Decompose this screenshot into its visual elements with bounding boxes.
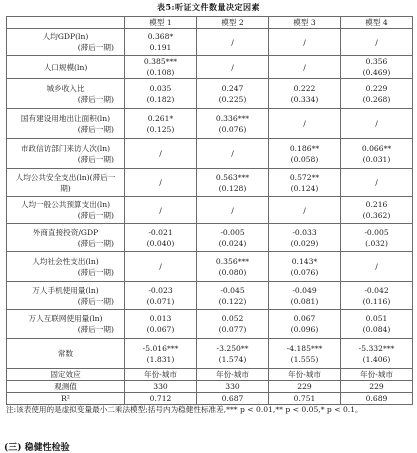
variable-name: 人口规模(ln) bbox=[43, 62, 88, 72]
coefficient: / bbox=[231, 149, 234, 158]
header-corner bbox=[7, 17, 125, 29]
variable-name: 市政信访部门来访人次(ln) bbox=[20, 143, 111, 153]
coefficient: 229 bbox=[297, 382, 312, 391]
coefficient: 0.066** bbox=[361, 143, 392, 153]
variable-name: 人均GDP(ln) bbox=[42, 32, 89, 41]
coefficient: 229 bbox=[369, 382, 384, 391]
header-model: 模型 4 bbox=[341, 17, 413, 29]
std-error: (0.024) bbox=[218, 238, 247, 248]
table-cell bbox=[197, 393, 269, 405]
coefficient: 0.051 bbox=[365, 314, 388, 323]
std-error: (1.574) bbox=[218, 354, 247, 364]
coefficient: 330 bbox=[153, 382, 168, 391]
table-row bbox=[7, 282, 413, 310]
coefficient: 0.751 bbox=[293, 394, 316, 403]
table-cell bbox=[341, 197, 413, 224]
row-label bbox=[7, 393, 125, 405]
table-cell bbox=[269, 29, 341, 56]
row-label bbox=[7, 310, 125, 339]
table-cell bbox=[197, 252, 269, 282]
row-label bbox=[7, 79, 125, 109]
table-cell bbox=[125, 197, 197, 224]
table-cell bbox=[125, 252, 197, 282]
table-row bbox=[7, 79, 413, 109]
coefficient: 0.563*** bbox=[215, 172, 250, 182]
coefficient: / bbox=[159, 149, 162, 158]
table-row bbox=[7, 224, 413, 252]
std-error: (0.058) bbox=[290, 154, 319, 164]
variable-name: 城乡收入比 bbox=[46, 83, 85, 93]
table-title: 表5:听证文件数量决定因素 bbox=[156, 2, 261, 12]
lag-note: (滞后一期) bbox=[77, 94, 114, 104]
table-cell bbox=[125, 56, 197, 79]
table-row bbox=[7, 169, 413, 197]
coefficient: 0.052 bbox=[221, 314, 244, 323]
lag-note: (滞后一期) bbox=[77, 211, 114, 220]
coefficient: -3.250** bbox=[216, 343, 249, 353]
table-cell bbox=[269, 79, 341, 109]
row-label bbox=[7, 369, 125, 381]
lag-note: (滞后一期) bbox=[77, 296, 114, 306]
variable-name: 外商直接投资/GDP bbox=[32, 227, 99, 237]
coefficient: 0.368* bbox=[147, 32, 174, 41]
variable-name: 人均社会性支出(ln) bbox=[32, 256, 99, 266]
coefficient: 0.356 bbox=[365, 57, 388, 66]
lag-note: (滞后一期) bbox=[77, 238, 114, 248]
coefficient: 0.689 bbox=[365, 394, 388, 403]
row-label bbox=[7, 282, 125, 310]
table-row bbox=[7, 339, 413, 369]
table-row bbox=[7, 109, 413, 139]
coefficient: 0.067 bbox=[293, 314, 316, 323]
table-cell bbox=[269, 252, 341, 282]
table-cell bbox=[125, 109, 197, 139]
table-cell bbox=[341, 109, 413, 139]
coefficient: / bbox=[303, 205, 306, 215]
table-cell bbox=[125, 282, 197, 310]
coefficient: 0.222 bbox=[293, 83, 316, 93]
coefficient: / bbox=[303, 119, 306, 128]
coefficient: -0.023 bbox=[148, 285, 173, 295]
table-cell bbox=[269, 393, 341, 405]
row-label bbox=[7, 169, 125, 197]
coefficient: 330 bbox=[225, 382, 240, 391]
table-cell bbox=[341, 224, 413, 252]
table-cell bbox=[197, 381, 269, 393]
table-cell bbox=[269, 197, 341, 224]
coefficient: -0.005 bbox=[364, 227, 389, 237]
table-cell bbox=[341, 282, 413, 310]
table-cell bbox=[341, 393, 413, 405]
coefficient: 0.247 bbox=[221, 83, 244, 93]
std-error: (0.076) bbox=[290, 267, 319, 277]
coefficient: -0.042 bbox=[364, 285, 389, 295]
table-cell bbox=[341, 79, 413, 109]
table-cell bbox=[341, 169, 413, 197]
std-error: (0.040) bbox=[146, 238, 175, 248]
table-cell bbox=[125, 339, 197, 369]
table-cell bbox=[269, 224, 341, 252]
variable-name: 国有建设用地出让面积(ln) bbox=[20, 113, 111, 123]
variable-name: 固定效应 bbox=[50, 370, 81, 379]
table-cell bbox=[197, 29, 269, 56]
table-cell bbox=[341, 381, 413, 393]
table-cell bbox=[197, 339, 269, 369]
table-cell bbox=[125, 79, 197, 109]
coefficient: -0.049 bbox=[292, 285, 317, 295]
table-cell bbox=[269, 139, 341, 169]
std-error: (0.469) bbox=[362, 68, 391, 77]
variable-name: 万人互联网使用量(ln) bbox=[28, 314, 103, 323]
header-model: 模型 1 bbox=[125, 17, 197, 29]
coefficient: / bbox=[231, 37, 234, 47]
variable-name: R² bbox=[61, 394, 70, 403]
variable-name: 观测值 bbox=[54, 382, 77, 391]
std-error: (0.076) bbox=[218, 124, 247, 134]
lag-note: (滞后一期) bbox=[77, 267, 114, 277]
coefficient: 0.385*** bbox=[143, 57, 178, 66]
lag-note: (滞后一期) bbox=[77, 154, 114, 164]
section-heading: (三) 稳健性检验 bbox=[4, 443, 70, 453]
table-cell bbox=[341, 252, 413, 282]
table-cell bbox=[341, 29, 413, 56]
table-cell bbox=[125, 139, 197, 169]
variable-name: 万人手机使用量(ln) bbox=[32, 285, 99, 295]
table-cell bbox=[269, 381, 341, 393]
table-row bbox=[7, 252, 413, 282]
regression-table bbox=[6, 16, 413, 405]
std-error: (0.077) bbox=[218, 325, 247, 334]
table-row bbox=[7, 29, 413, 56]
std-error: (0.125) bbox=[146, 124, 175, 134]
coefficient: 0.143* bbox=[291, 256, 318, 266]
std-error: (0.182) bbox=[146, 94, 175, 104]
row-label bbox=[7, 29, 125, 56]
table-cell bbox=[125, 169, 197, 197]
table-cell bbox=[197, 139, 269, 169]
table-cell bbox=[269, 56, 341, 79]
std-error: (0.362) bbox=[362, 211, 391, 220]
coefficient: -0.033 bbox=[292, 227, 317, 237]
table-cell bbox=[341, 56, 413, 79]
std-error: (0.084) bbox=[362, 325, 391, 334]
table-cell bbox=[341, 310, 413, 339]
row-label bbox=[7, 224, 125, 252]
table-cell bbox=[341, 139, 413, 169]
coefficient: -5.016*** bbox=[142, 343, 179, 353]
coefficient: 0.687 bbox=[221, 394, 244, 403]
coefficient: / bbox=[375, 37, 378, 47]
std-error: (0.080) bbox=[218, 267, 247, 277]
coefficient: / bbox=[375, 178, 378, 187]
coefficient: / bbox=[303, 37, 306, 47]
row-label bbox=[7, 197, 125, 224]
std-error: (0.116) bbox=[362, 296, 391, 306]
std-error: (0.031) bbox=[362, 154, 391, 164]
coefficient: / bbox=[159, 205, 162, 215]
table-row bbox=[7, 139, 413, 169]
table-cell bbox=[269, 310, 341, 339]
header-model: 模型 2 bbox=[197, 17, 269, 29]
coefficient: -0.021 bbox=[148, 227, 173, 237]
coefficient: / bbox=[159, 262, 162, 271]
table-cell bbox=[341, 339, 413, 369]
std-error: (1.555) bbox=[290, 354, 319, 364]
coefficient: 0.186** bbox=[289, 143, 320, 153]
table-cell bbox=[197, 310, 269, 339]
variable-name: 常数 bbox=[57, 349, 74, 358]
coefficient: 0.261* bbox=[147, 113, 174, 123]
row-label bbox=[7, 139, 125, 169]
table-cell bbox=[269, 282, 341, 310]
std-error: (.032) bbox=[365, 238, 388, 248]
std-error: (0.225) bbox=[218, 94, 247, 104]
table-cell bbox=[269, 109, 341, 139]
table-cell bbox=[125, 224, 197, 252]
table-cell bbox=[125, 29, 197, 56]
std-error: (0.096) bbox=[290, 325, 319, 334]
table-cell bbox=[197, 79, 269, 109]
std-error: (0.108) bbox=[146, 68, 175, 77]
table-cell bbox=[125, 393, 197, 405]
coefficient: 年份-城市 bbox=[216, 370, 249, 379]
std-error: (0.122) bbox=[218, 296, 247, 306]
coefficient: 0.216 bbox=[365, 200, 388, 209]
coefficient: 年份-城市 bbox=[144, 370, 177, 379]
header-model: 模型 3 bbox=[269, 17, 341, 29]
coefficient: 0.013 bbox=[149, 314, 172, 323]
std-error: (1.406) bbox=[362, 354, 391, 364]
table-cell bbox=[125, 381, 197, 393]
table-cell bbox=[125, 369, 197, 381]
lag-note: (滞后一期) bbox=[77, 325, 114, 334]
table-note: 注:该表使用的是虚拟变量最小二乘法模型;括号内为稳健性标准差,*** p < 0.01,** p < 0.05,* p < 0.1。 bbox=[6, 405, 363, 414]
row-label bbox=[7, 381, 125, 393]
table-cell bbox=[269, 339, 341, 369]
table-row bbox=[7, 393, 413, 405]
coefficient: -0.045 bbox=[220, 285, 245, 295]
table-cell bbox=[269, 369, 341, 381]
variable-name: 人均公共安全支出(ln)(滞后一期) bbox=[15, 172, 116, 193]
coefficient: / bbox=[375, 119, 378, 128]
std-error: (0.128) bbox=[218, 183, 247, 193]
std-error: (0.124) bbox=[290, 183, 319, 193]
table-row bbox=[7, 56, 413, 79]
std-error: (0.334) bbox=[290, 94, 319, 104]
table-cell bbox=[197, 109, 269, 139]
coefficient: / bbox=[303, 62, 306, 72]
table-cell bbox=[197, 169, 269, 197]
row-label bbox=[7, 339, 125, 369]
table-row bbox=[7, 310, 413, 339]
table-header-row bbox=[7, 17, 413, 29]
table-cell bbox=[341, 369, 413, 381]
coefficient: 0.229 bbox=[365, 83, 388, 93]
table-cell bbox=[197, 282, 269, 310]
table-cell bbox=[197, 56, 269, 79]
std-error: (0.067) bbox=[146, 325, 175, 334]
table-row bbox=[7, 197, 413, 224]
row-label bbox=[7, 56, 125, 79]
coefficient: 0.035 bbox=[149, 83, 172, 93]
coefficient: -5.332*** bbox=[358, 343, 395, 353]
std-error: (0.268) bbox=[362, 94, 391, 104]
std-error: 0.191 bbox=[149, 43, 172, 52]
lag-note: (滞后一期) bbox=[77, 124, 114, 134]
table-row bbox=[7, 369, 413, 381]
lag-note: (滞后一期) bbox=[77, 43, 114, 52]
coefficient: / bbox=[231, 205, 234, 215]
coefficient: 年份-城市 bbox=[360, 370, 393, 379]
coefficient: 0.572** bbox=[289, 172, 320, 182]
variable-name: 人均一般公共预算支出(ln) bbox=[20, 200, 111, 209]
coefficient: 0.356*** bbox=[215, 256, 250, 266]
coefficient: / bbox=[159, 178, 162, 187]
table-cell bbox=[125, 310, 197, 339]
std-error: (0.081) bbox=[290, 296, 319, 306]
coefficient: 0.336*** bbox=[215, 113, 250, 123]
table-cell bbox=[269, 169, 341, 197]
row-label bbox=[7, 252, 125, 282]
table-cell bbox=[197, 224, 269, 252]
coefficient: / bbox=[375, 262, 378, 271]
std-error: (0.029) bbox=[290, 238, 319, 248]
coefficient: / bbox=[231, 62, 234, 72]
coefficient: 0.712 bbox=[149, 394, 172, 403]
coefficient: 年份-城市 bbox=[288, 370, 321, 379]
table-row bbox=[7, 381, 413, 393]
row-label bbox=[7, 109, 125, 139]
std-error: (1.831) bbox=[146, 354, 175, 364]
table-cell bbox=[197, 197, 269, 224]
coefficient: -4.185*** bbox=[286, 343, 323, 353]
table-cell bbox=[197, 369, 269, 381]
std-error: (0.071) bbox=[146, 296, 175, 306]
coefficient: -0.005 bbox=[220, 227, 245, 237]
